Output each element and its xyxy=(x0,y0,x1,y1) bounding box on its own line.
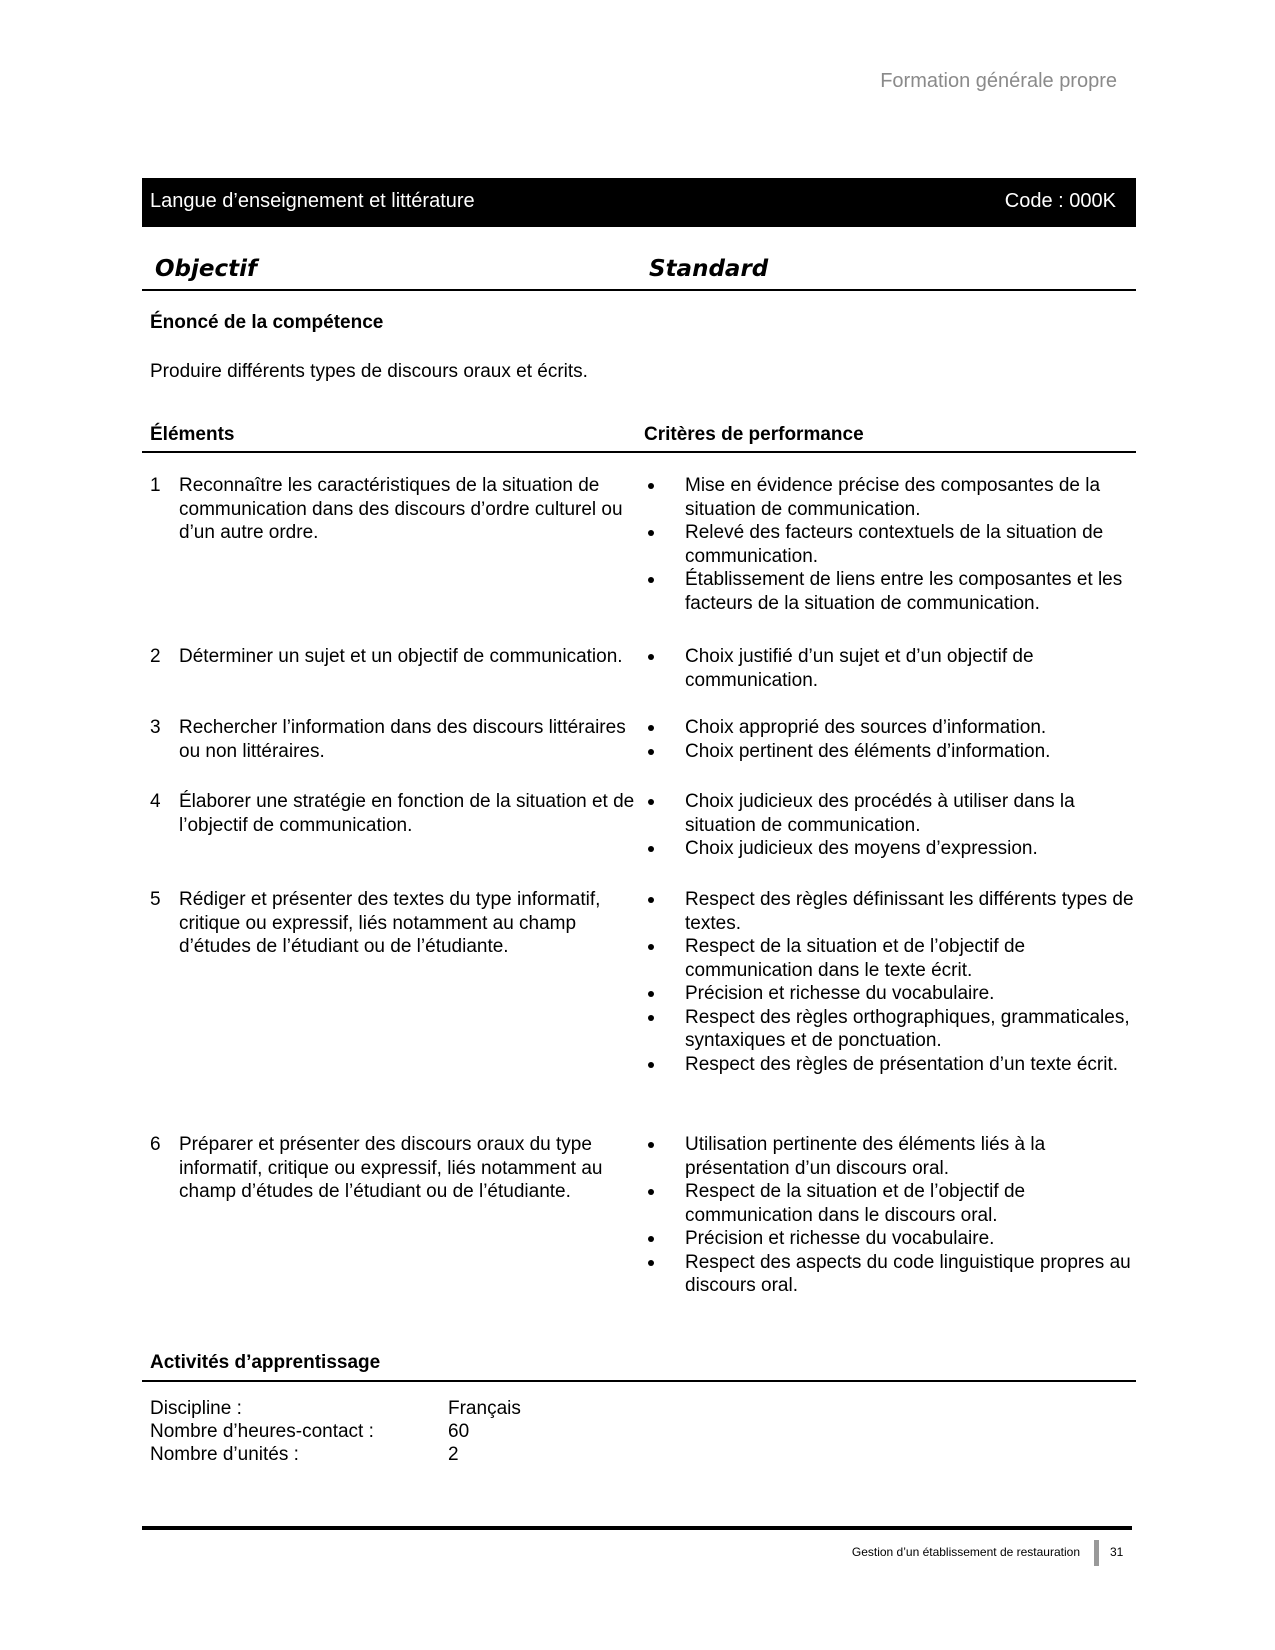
criterion-item: Précision et richesse du vocabulaire. xyxy=(685,1228,995,1249)
element-text: Reconnaître les caractéristiques de la situation de communication dans des discours d’ordre culturel ou d’un autre ordre. xyxy=(179,475,623,543)
element-number: 6 xyxy=(150,1134,161,1155)
element-number: 4 xyxy=(150,791,161,812)
activities-rule xyxy=(142,1380,1136,1382)
elements-header: Éléments xyxy=(150,424,235,445)
course-code: Code : 000K xyxy=(1004,190,1116,212)
element-text: Rédiger et présenter des textes du type informatif, critique ou expressif, liés notamment au champ d’études de l’étudiant ou de l’étudiante. xyxy=(179,889,601,957)
activities-heading: Activités d’apprentissage xyxy=(150,1352,381,1373)
competency-heading: Énoncé de la compétence xyxy=(150,312,384,333)
criteria-list-2 xyxy=(648,645,1138,692)
standard-heading: Standard xyxy=(649,256,769,282)
criterion-item: Respect de la situation et de l’objectif de communication dans le texte écrit. xyxy=(685,936,1026,981)
criterion-item: Précision et richesse du vocabulaire. xyxy=(685,983,995,1004)
criterion-item: Choix justifié d’un sujet et d’un objectif de communication. xyxy=(685,646,1034,691)
page-number: 31 xyxy=(1110,1545,1124,1559)
element-number: 5 xyxy=(150,889,161,910)
element-row-3 xyxy=(150,716,640,763)
criterion-item: Choix judicieux des moyens d’expression. xyxy=(685,838,1038,859)
criterion-item: Établissement de liens entre les composantes et les facteurs de la situation de communication. xyxy=(685,569,1123,614)
criteria-list-5 xyxy=(648,888,1138,1076)
criterion-item: Choix approprié des sources d’information. xyxy=(685,717,1047,738)
activity-value: 2 xyxy=(448,1444,459,1465)
running-head: Formation générale propre xyxy=(880,70,1117,92)
element-number: 2 xyxy=(150,646,161,667)
element-number: 3 xyxy=(150,717,161,738)
element-text: Rechercher l’information dans des discours littéraires ou non littéraires. xyxy=(179,717,626,762)
footer-separator xyxy=(1094,1540,1099,1566)
objective-heading: Objectif xyxy=(155,256,258,282)
element-row-1 xyxy=(150,474,640,545)
activity-label: Discipline : xyxy=(150,1398,242,1419)
activity-row-discipline xyxy=(150,1398,521,1420)
criterion-item: Choix pertinent des éléments d’information. xyxy=(685,740,1051,762)
element-number: 1 xyxy=(150,475,161,496)
criterion-item: Respect des règles orthographiques, grammaticales, syntaxiques et de ponctuation. xyxy=(685,1006,1130,1051)
table-header-rule xyxy=(142,451,1136,453)
criterion-item: Utilisation pertinente des éléments liés à la présentation d’un discours oral. xyxy=(685,1134,1046,1179)
objective-rule xyxy=(142,289,1136,291)
criterion-item: Respect des aspects du code linguistique propres au discours oral. xyxy=(685,1251,1131,1296)
element-text: Élaborer une stratégie en fonction de la situation et de l’objectif de communication. xyxy=(179,791,635,836)
activity-value: 60 xyxy=(448,1421,470,1442)
criteria-list-1 xyxy=(648,474,1138,615)
activity-row-units xyxy=(150,1444,459,1466)
criterion-item: Respect de la situation et de l’objectif de communication dans le discours oral. xyxy=(685,1181,1026,1226)
criterion-item: Mise en évidence précise des composantes de la situation de communication. xyxy=(685,475,1101,520)
criteria-header: Critères de performance xyxy=(644,424,864,445)
criteria-list-6 xyxy=(648,1133,1138,1298)
criterion-item: Choix judicieux des procédés à utiliser dans la situation de communication. xyxy=(685,791,1075,836)
activity-row-contact-hours xyxy=(150,1421,470,1443)
activity-label: Nombre d’unités : xyxy=(150,1444,299,1465)
element-text: Préparer et présenter des discours oraux du type informatif, critique ou expressif, liés notamment au champ d’études de l’étudiant ou de l’étudiante. xyxy=(179,1134,603,1202)
activity-value: Français xyxy=(448,1398,521,1419)
criterion-item: Respect des règles définissant les différents types de textes. xyxy=(685,889,1134,934)
element-row-5 xyxy=(150,888,640,959)
competency-statement: Produire différents types de discours oraux et écrits. xyxy=(150,361,588,382)
activity-label: Nombre d’heures-contact : xyxy=(150,1421,374,1442)
criteria-list-3 xyxy=(648,716,1138,763)
criteria-list-4 xyxy=(648,790,1138,861)
course-name: Langue d’enseignement et littérature xyxy=(150,190,475,212)
element-text: Déterminer un sujet et un objectif de communication. xyxy=(179,646,623,667)
footer-program-title: Gestion d’un établissement de restauration xyxy=(851,1545,1080,1559)
element-row-2 xyxy=(150,645,640,669)
course-title-bar xyxy=(142,178,1136,227)
footer-rule xyxy=(142,1526,1132,1530)
element-row-4 xyxy=(150,790,640,837)
criterion-item: Respect des règles de présentation d’un texte écrit. xyxy=(685,1053,1119,1075)
element-row-6 xyxy=(150,1133,640,1204)
criterion-item: Relevé des facteurs contextuels de la situation de communication. xyxy=(685,522,1104,567)
